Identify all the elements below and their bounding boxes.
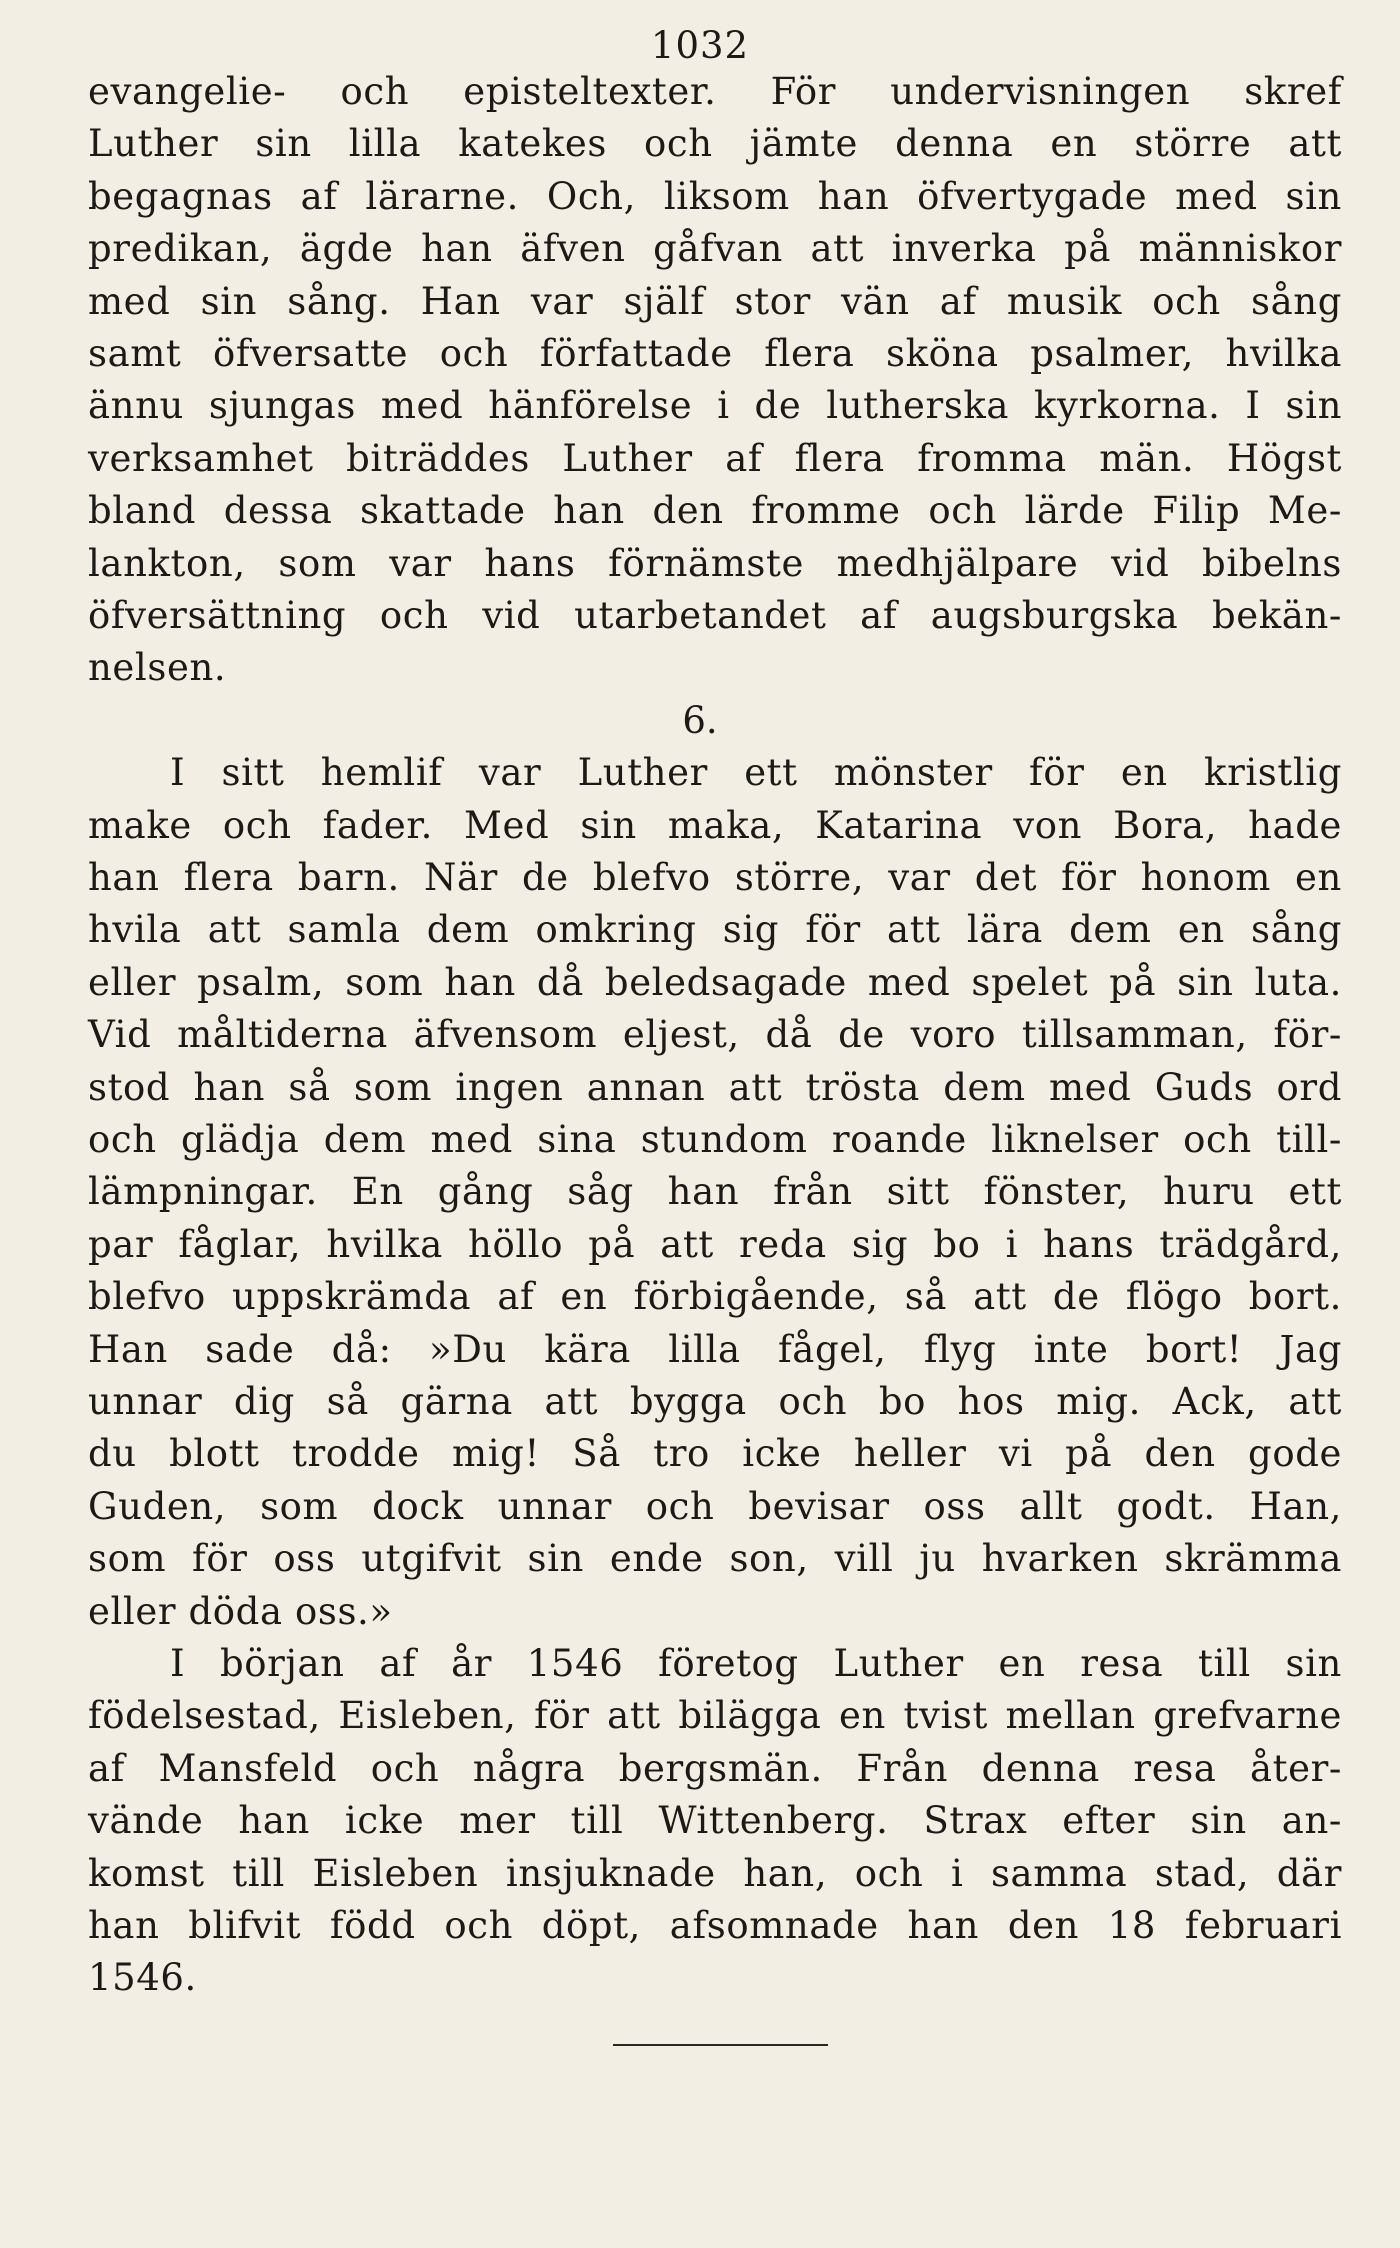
text-line: 1546. bbox=[88, 1956, 197, 2000]
text-line: födelsestad, Eisleben, för att bilägga en tvist mellan grefvarne bbox=[88, 1694, 1342, 1738]
text-line: lämpningar. En gång såg han från sitt fönster, huru ett bbox=[88, 1170, 1342, 1214]
text-line: eller psalm, som han då beledsagade med spelet på sin luta. bbox=[88, 960, 1342, 1004]
text-line: med sin sång. Han var själf stor vän af musik och sång bbox=[88, 279, 1342, 323]
text-line: han flera barn. När de blefvo större, var det för honom en bbox=[88, 856, 1342, 899]
text-line: och glädja dem med sina stundom roande liknelser och till- bbox=[88, 1118, 1342, 1161]
text-line: vände han icke mer till Wittenberg. Strax efter sin an- bbox=[88, 1799, 1342, 1843]
text-line: unnar dig så gärna att bygga och bo hos mig. Ack, att bbox=[88, 1380, 1342, 1423]
text-line: Guden, som dock unnar och bevisar oss allt godt. Han, bbox=[88, 1484, 1342, 1528]
text-line: han blifvit född och döpt, afsomnade han den 18 februari bbox=[88, 1904, 1342, 1947]
text-line: eller döda oss.» bbox=[88, 1589, 393, 1633]
text-line: I början af år 1546 företog Luther en resa till sin bbox=[170, 1642, 1342, 1685]
text-line: I sitt hemlif var Luther ett mönster för en kristlig bbox=[170, 751, 1342, 795]
text-line: komst till Eisleben insjuknade han, och i samma stad, där bbox=[88, 1851, 1342, 1895]
text-line: Luther sin lilla katekes och jämte denna en större att bbox=[88, 122, 1342, 166]
text-line: stod han så som ingen annan att trösta dem med Guds ord bbox=[88, 1065, 1342, 1109]
text-line: som för oss utgifvit sin ende son, vill ju hvarken skrämma bbox=[88, 1537, 1342, 1581]
text-line: du blott trodde mig! Så tro icke heller vi på den gode bbox=[88, 1432, 1342, 1476]
end-rule bbox=[613, 2044, 828, 2046]
text-line: predikan, ägde han äfven gåfvan att inverka på människor bbox=[88, 227, 1342, 271]
text-line: blefvo uppskrämda af en förbigående, så att de flögo bort. bbox=[88, 1275, 1342, 1319]
page-number: 1032 bbox=[650, 24, 750, 67]
text-line: samt öfversatte och författade flera sköna psalmer, hvilka bbox=[88, 332, 1342, 375]
section-number: 6. bbox=[682, 698, 718, 742]
text-line: af Mansfeld och några bergsmän. Från denna resa åter- bbox=[88, 1746, 1342, 1790]
text-line: nelsen. bbox=[88, 646, 227, 690]
text-line: make och fader. Med sin maka, Katarina von Bora, hade bbox=[88, 803, 1342, 847]
text-line: ännu sjungas med hänförelse i de lutherska kyrkorna. I sin bbox=[88, 384, 1342, 428]
text-line: Vid måltiderna äfvensom eljest, då de voro tillsamman, för- bbox=[88, 1013, 1342, 1057]
text-line: evangelie- och episteltexter. För undervisningen skref bbox=[88, 70, 1342, 113]
text-line: bland dessa skattade han den fromme och lärde Filip Me- bbox=[88, 489, 1342, 533]
text-line: Han sade då: »Du kära lilla fågel, flyg inte bort! Jag bbox=[88, 1327, 1342, 1371]
text-line: par fåglar, hvilka höllo på att reda sig bo i hans trädgård, bbox=[88, 1222, 1342, 1266]
text-line: begagnas af lärarne. Och, liksom han öfvertygade med sin bbox=[88, 174, 1342, 218]
text-line: hvila att samla dem omkring sig för att lära dem en sång bbox=[88, 908, 1342, 952]
text-line: verksamhet biträddes Luther af flera fromma män. Högst bbox=[88, 436, 1342, 480]
text-line: lankton, som var hans förnämste medhjälpare vid bibelns bbox=[88, 541, 1342, 585]
text-line: öfversättning och vid utarbetandet af augsburgska bekän- bbox=[88, 594, 1342, 637]
